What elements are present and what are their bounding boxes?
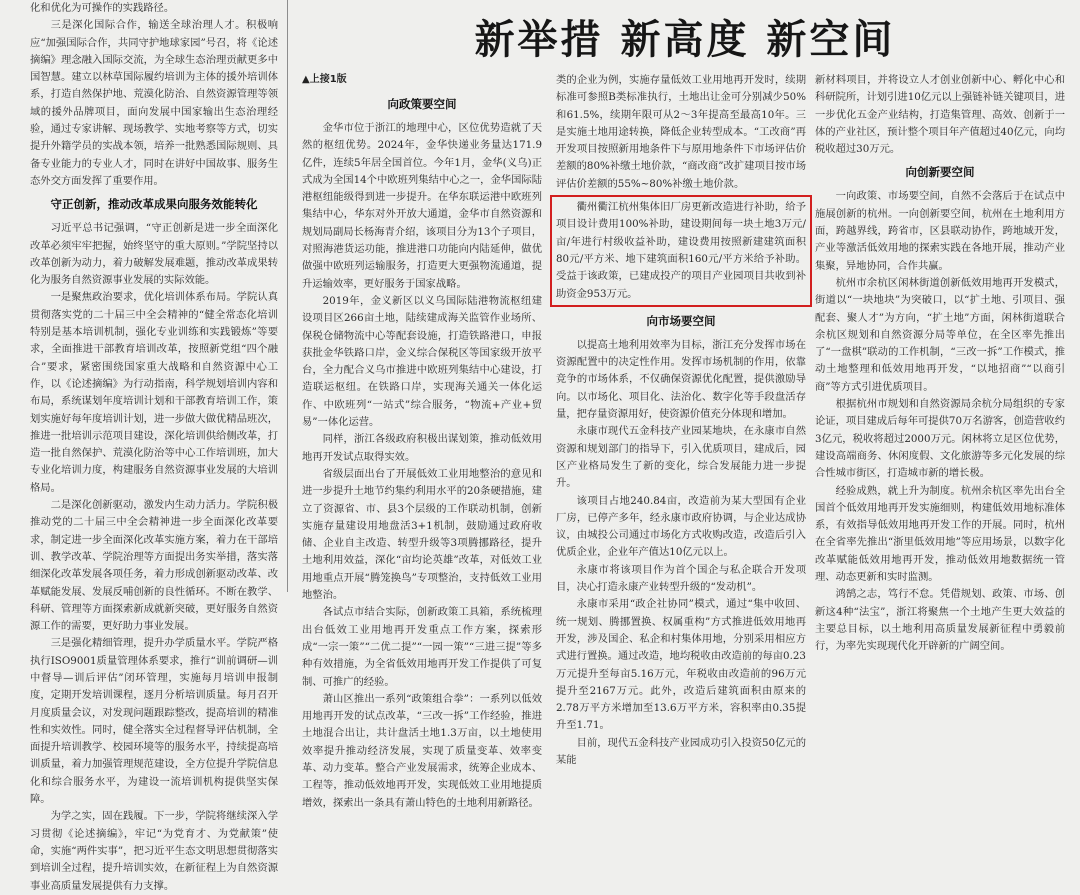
article-column-2 xyxy=(556,72,806,766)
article-paragraph: 省级层面出台了开展低效工业用地整治的意见和进一步提升土地节约集约利用水平的20条硬措施，建立了资源省、市、县3个层级的工作联动机制，创新实施存量建设用地盘活3+1机制，鼓励通过政府收储、企业自主改造、转型升级等3项腾挪路径，提升土地利用效益，深化“亩均论英雄”改革，对低效工业用地重点开展“腾笼换鸟”专项整治，支持低效工业用地整治。 xyxy=(302,467,542,602)
article-paragraph: 萧山区推出一系列“政策组合拳”：一系列以低效用地再开发的试点改革，“三改一拆”工作经验，推进土地混合出让，共计盘活土地1.3万亩，以土地使用效率提升推动经济发展，实现了质量变革、效率变革、动力变革。整合产业发展需求，统筹企业成本、工程等，推动低效地再开发，实现低效工业用地提质增效，探索出一条具有萧山特色的土地利用新路径。 xyxy=(302,692,542,809)
left-column xyxy=(30,0,278,892)
article-paragraph: 同样，浙江各级政府积极出谋划策，推动低效用地再开发试点取得实效。 xyxy=(302,433,542,463)
left-paragraph: 习近平总书记强调，“守正创新是进一步全面深化改革必须牢牢把握，始终坚守的重大原则。”学院坚持以改革创新为动力，着力破解发展难题，推动改革成果转化为服务自然资源事业发展的实际效能。 xyxy=(30,222,278,287)
article-paragraph: 各试点市结合实际，创新政策工具箱，系统梳理出台低效工业用地再开发重点工作方案，探索形成“一宗一策”“二优二提”“一园一策”“三进三提”等多种有效措施，为全省低效用地再开发工作提供了可复制、可推广的经验。 xyxy=(302,606,542,688)
left-paragraph: 三是强化精细管理，提升办学质量水平。学院严格执行ISO9001质量管理体系要求，推行“训前调研—训中督导—训后评估”闭环管理，实施每月培训申报制度，定期开发培训课程，逐月分析培训质量。每月召开月度质量会议，对发现问题跟踪整改，提高培训的精准性和实效性。同时，健全落实全过程督导评估机制，全面提升培训教学、校园环境等的服务水平，持续提高培训质量，着力加强管理规范建设，全方位提升学院信息化和综合服务水平，为建设一流培训机构提供坚实保障。 xyxy=(30,637,278,806)
article-column-3 xyxy=(815,72,1065,653)
left-paragraph: 三是深化国际合作，输送全球治理人才。积极响应“加强国际合作，共同守护地球家园”号召，将《论述摘编》理念融入国际交流，为全球生态治理贡献更多中国智慧。建立以林草国际履约培训为主体的援外培训体系，打造自然保护地、荒漠化防治、自然资源管理等领域的援外品牌项目，面向发展中国家输出生态治理经验，通过专家讲解、现场教学、实地考察等方式，切实提升外籍学员的实战本领，培养一批熟悉国际规则、具备专业能力的专业人才，同时在讲好中国故事、服务生态外交方面发挥了重要作用。 xyxy=(30,19,278,187)
article-paragraph: 新材料项目，并将设立人才创业创新中心、孵化中心和科研院所，计划引进10亿元以上强链补链关键项目，进一步优化五金产业结构，打造集管理、高效、创新于一体的产业社区，预计整个项目年产值超过40亿元，向均税收超过30万元。 xyxy=(815,74,1065,156)
section-heading: 守正创新，推动改革成果向服务效能转化 xyxy=(50,197,258,212)
article-paragraph: 金华市位于浙江的地理中心，区位优势造就了天然的枢纽优势。2024年，金华快递业务量达171.9亿件，连续5年居全国首位。今年1月，金华(义乌)正式成为全国14个中欧班列集结中心之一，金华国际陆港枢纽能级得到进一步提升。在华东联运港中欧班列集结中心，华东对外开放大通道，金华市自然资源和规划局副局长杨海青介绍，该项目分为13个子项目，对照海港货运功能，推进港口功能向内陆延伸，做优做强中欧班列运输服务，打造更大更强物流通道，提升运输效率，更好服务于国家战略。 xyxy=(302,122,542,290)
article-paragraph: 该项目占地240.84亩，改造前为某大型国有企业厂房，已停产多年，经永康市政府协调，与企业达成协议，由城投公司通过市场化方式收购改造，改造后引入优质企业，企业年产值达10亿元以上。 xyxy=(556,494,806,559)
article-paragraph: 以提高土地利用效率为目标，浙江充分发挥市场在资源配置中的决定性作用。发挥市场机制的作用，依靠竞争的市场体系，不仅确保资源优化配置，提供激励导向。以市场化、项目化、法治化、数字化等手段盘活存量，把存量资源用好，使资源价值充分体现和增加。 xyxy=(556,338,806,421)
highlight-box xyxy=(550,195,812,307)
left-intro: 化和优化为可操作的实践路径。 xyxy=(30,2,175,14)
section-heading: 向政策要空间 xyxy=(387,97,457,111)
article-column-1 xyxy=(302,90,542,809)
left-paragraph: 一是聚焦政治要求，优化培训体系布局。学院认真贯彻落实党的二十届三中全会精神的“健全常态化培训特别是基本培训机制，强化专业训练和实践锻炼”等要求，全面推进干部教育培训改革，按照新党组“四个融合”要求，紧密围绕国家重大战略和自然资源中心工作，以《论述摘编》为行动指南，科学规划培训内容和布局，系统谋划年度培训计划和干部教育培训工作，策划实施好每年度培训计划，进一步做大做优精品班次，推进一批培训示范项目建设，深化培训供给侧改革，打造一批自然保护、荒漠化防治等中心工作培训班，加大专业化培训力度，构建服务自然资源事业发展的大培训格局。 xyxy=(30,291,278,494)
left-paragraph: 二是深化创新驱动，激发内生动力活力。学院积极推动党的二十届三中全会精神进一步全面深化改革要求，制定进一步全面深化改革实施方案，着力在干部培训、教学改革、学院治理等方面提出务实举措，落实落细深化改革发展各项任务，着力形成创新驱动改革、改革赋能发展、发展反哺创新的良性循环。不断在教学、科研、管理等方面探索新成就新突破，更好服务自然资源工作的需要，更好助力事业发展。 xyxy=(30,499,278,633)
left-paragraph: 为学之实，固在践履。下一步，学院将继续深入学习贯彻《论述摘编》，牢记“为党育才、为党献策”使命，实施“两件实事”，把习近平生态文明思想贯彻落实到培训全过程，提升培训实效，在新征程上为自然资源事业高质量发展提供有力支撑。 xyxy=(30,810,278,892)
article-paragraph: 杭州市余杭区闲林街道创新低效用地再开发模式，街道以“一块地块”为突破口，以“扩土地、引项目、强配套、聚人才”为方向，“扩土地”方面，闲林街道联合余杭区规划和自然资源分局等单位，在全区率先推出了“一盘棋”联动的工作机制，“三改一拆”工作模式，推动土地整理和低效用地再开发，“以地招商”“以商引商”等方式引进优质项目。 xyxy=(815,276,1065,393)
article-paragraph: 永康市采用“政企社协同”模式，通过“集中收回、统一规划、腾挪置换、权属重构”方式推进低效用地再开发，涉及国企、私企和村集体用地，分别采用相应方式进行置换。通过改造，地均税收由改造前的每亩0.23万元提升至每亩5.16万元，年税收由改造前的96万元提升至2167万元。此外，改造后建筑面积由原来的2.78万平方米增加至13.6万平方米，容积率由0.35提升至1.71。 xyxy=(556,598,806,732)
highlighted-paragraph: 衢州衢江杭州集体旧厂房更新改造进行补助，给予项目设计费用100%补助，建设期间每一块土地3万元/亩/年进行村级收益补助，建设费用按照新建建筑面积80元/平方米、地下建筑面积160元/平方米给予补助。受益于该政策，已建成投产的项目产业园项目共收到补助资金953万元。 xyxy=(556,201,806,300)
article-paragraph: 永康市将该项目作为首个国企与私企联合开发项目，决心打造永康产业转型升级的“发动机”。 xyxy=(556,563,806,594)
article-paragraph: 2019年，金义新区以义乌国际陆港物流枢纽建设项目区266亩土地，陆续建成海关监管作业场所、保税仓储物流中心等配套设施，打造铁路港口，申报获批金华铁路口岸，金义综合保税区等国家级开放平台，全力配合义乌市推进中欧班列集结中心建设，打造联运枢纽。在铁路口岸，实现海关通关一体化运作、中欧班列“一站式”综合服务，“物流+产业+贸易”一体化运营。 xyxy=(302,294,542,429)
continued-label: ▲上接1版 xyxy=(302,74,347,85)
article-paragraph: 目前，现代五金科技产业园成功引入投资50亿元的某能 xyxy=(556,736,806,766)
section-heading: 向创新要空间 xyxy=(905,165,975,180)
section-heading: 向市场要空间 xyxy=(646,313,716,328)
column-divider xyxy=(287,0,288,592)
article-paragraph: 鸿鹄之志，笃行不怠。凭借规划、政策、市场、创新这4种“法宝”，浙江将聚焦一个土地产生更大效益的主要总目标，以土地利用高质量发展新征程中勇毅前行，为率先实现现代化开辟新的广阔空间。 xyxy=(815,588,1065,653)
article-paragraph: 经验成熟，就上升为制度。杭州余杭区率先出台全国首个低效用地再开发实施细则，构建低效用地标准体系，有效指导低效用地再开发工作的开展。同时，杭州在全省率先推出“浙里低效用地”等应用场景，以数字化改革赋能低效用地再开发，推动低效用地数据统一管理、动态更新和实时监测。 xyxy=(815,484,1065,584)
article-paragraph: 根据杭州市规划和自然资源局余杭分局组织的专家论证，项目建成后每年可提供70万名游客，创造营收约3亿元，税收将超过2000万元。闲林将立足区位优势，建设高端商务、休闲度假、文化旅游等多元化发展的综合性城市街区，打造城市新的增长极。 xyxy=(815,398,1065,480)
article-paragraph: 一向政策、市场要空间，自然不会落后于在试点中施展创新的杭州。一向创新要空间，杭州在土地利用方面，跨越界线，跨省市，区县联动协作，跨地域开发，产业等激活低效用地的探索实践在各地开展，推动产业集聚，异地协同，合作共赢。 xyxy=(815,190,1065,272)
page-headline: 新举措 新高度 新空间 xyxy=(474,16,896,63)
article-paragraph: 永康市现代五金科技产业园某地块，在永康市自然资源和规划部门的指导下，引入优质项目，建成后，园区产业格局发生了新的变化，综合发展能力进一步提升。 xyxy=(556,425,806,490)
article-paragraph: 类的企业为例，实施存量低效工业用地再开发时，续期标准可参照B类标准执行，土地出让金可分别减少50%和61.5%，续期年限可从2～3年提高至最高10年。三是实施土地用途转换，降低企业转型成本。“工改商”再开发项目按照新用地条件下与原用地条件下市场评估价差额的80%补缴土地价款，“商改商”改扩建项目按市场评估价差额的55%~80%补缴土地价款。 xyxy=(556,74,806,190)
